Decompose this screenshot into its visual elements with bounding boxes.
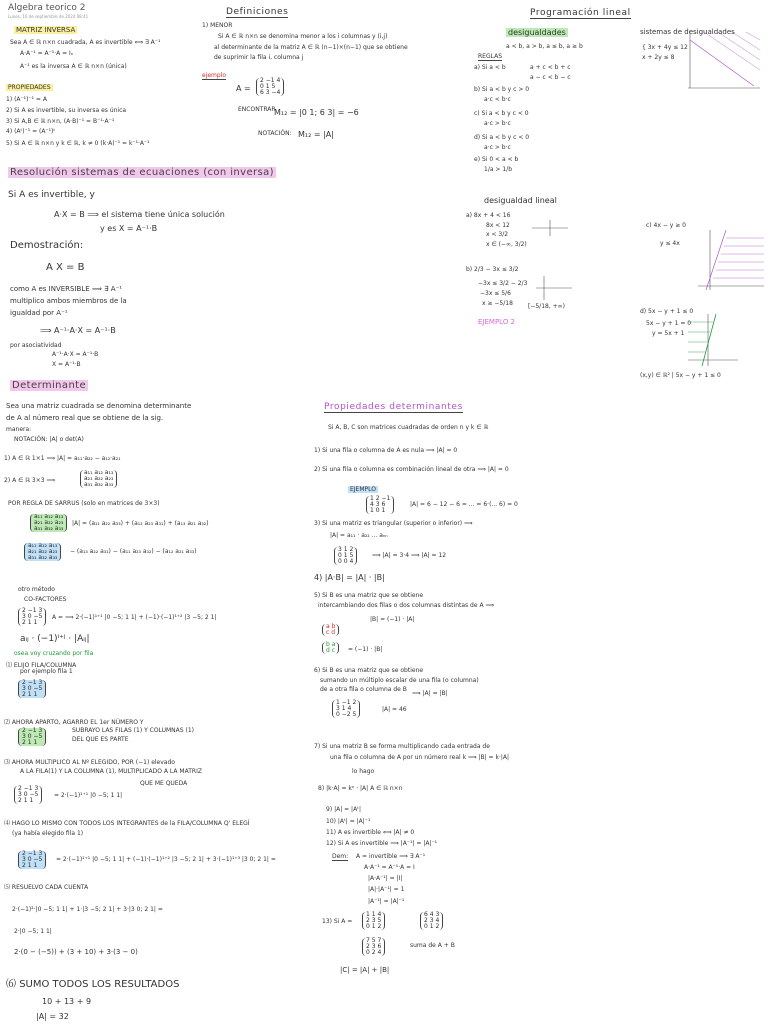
dl-a: a) 8x + 4 < 16 [466,212,511,219]
r1b: a + c < b + c [530,64,571,71]
det-t3: manera: [6,426,32,433]
step-5-eq: 2·(−1)²·|0 −5; 1 1| + 1·|3 −5; 2 1| + 3·|3 0; 2 1| = [12,906,163,913]
m12: M₁₂ = |0 1; 6 3| = −6 [274,108,359,117]
pd11: 11) A es invertible ⟺ |A| ≠ 0 [326,829,415,836]
pd3-matrix: 3 1 2 0 1 5 0 0 4 [334,547,357,565]
step-2-matrix: 2 −1 3 3 0 −5 2 1 1 [18,728,46,746]
r5: e) Si 0 < a < b [474,156,519,163]
pd5: 5) Si B es una matriz que se obtiene [314,592,424,599]
step-2c: DEL QUE ES PARTE [72,736,129,743]
dem-b: A·A⁻¹ = A⁻¹·A = I [364,864,415,871]
notacion-label: NOTACIÓN: [258,130,292,137]
ex-c: c) 4x − y ≥ 0 [646,222,686,229]
step-4: ⑷ HAGO LO MISMO CON TODOS LOS INTEGRANTES de la FILA/COLUMNA Q' ELEGÍ [4,820,250,827]
sarrus-title: POR REGLA DE SARRUS (solo en matrices de 3×3) [8,500,160,507]
step-5-eq2: 2·|0 −5; 1 1| [14,928,52,935]
step-1-text: ELIJO FILA/COLUMNA [13,662,77,669]
number-line-b [534,272,574,302]
step-3-text: AHORA MULTIPLICO AL Nº ELEGIDO, POR (−1) elevado [11,759,175,766]
pd8: 8) |k·A| = kⁿ · |A| A ∈ ℝ n×n [318,785,403,792]
pd13-matrix-a: 1 1 4 2 3 5 0 1 2 [362,912,385,930]
r4: d) Si a < b y c < 0 [474,134,530,141]
step-6-eq: 10 + 13 + 9 [42,997,92,1006]
pd13: 13) Si A = [322,918,353,925]
pd5b: intercambiando dos filas o dos columnas distintas de A ⟹ [318,602,495,609]
des-sub: a < b, a > b, a ≤ b, a ≥ b [506,43,583,50]
dem-eq: A X = B [46,262,85,273]
pd13-matrix-b: 6 4 3 2 3 4 0 1 2 [420,912,443,930]
step-5-eq3: 2·(0 − (−5)) + (3 + 10) + 3·(3 − 0) [14,948,138,956]
ex-d: d) 5x − y + 1 ≤ 0 [640,308,694,315]
heading-sistemas: sistemas de desigualdades [640,28,735,36]
step-3-matrix: 2 −1 3 3 0 −5 2 1 1 [14,786,42,804]
step-3c: QUE ME QUEDA [140,780,188,787]
dl-a2: 8x < 12 [486,222,510,229]
r4b: a·c > b·c [484,144,511,151]
pd7b: una fila o columna de A por un número real k ⟹ |B| = k·|A| [330,754,510,761]
step-2: ⑵ AHORA APARTO, AGARRO EL 1er NÚMERO Y [4,719,144,726]
sis-2: x + 2y ≤ 8 [642,54,675,61]
number-line-a [530,214,570,238]
sarrus-eq: |A| = (a₁₁ a₂₂ a₃₃) + (a₁₂ a₂₃ a₃₁) + (a₁₃ a₂₁ a₃₂) [72,520,209,527]
ej-matrix: 2 −1 4 0 1 5 6 3 −4 [256,78,284,96]
menor-t2: al determinante de la matriz A ∈ ℝ (n−1)×(n−1) que se obtiene [214,44,408,51]
step-3: ⑶ AHORA MULTIPLICO AL Nº ELEGIDO, POR (−1) elevado [4,759,175,766]
step-2-text: AHORA APARTO, AGARRO EL 1er NÚMERO Y [11,719,144,726]
dem-eq2: ⟹ A⁻¹·A·X = A⁻¹·B [40,326,116,335]
pd12: 12) Si A es invertible ⟹ |A⁻¹| = |A|⁻¹ [326,840,438,847]
det2-matrix: a₁₁ a₁₂ a₁₃ a₂₁ a₂₂ a₂₃ a₃₁ a₃₂ a₃₃ [80,470,117,488]
pd0: Si A, B, C son matrices cuadradas de orden n y k ∈ ℝ [328,424,489,431]
prop-4: 4) (Aᵗ)⁻¹ = (A⁻¹)ᵗ [6,128,56,135]
page-header [0,0,768,22]
r1: a) Si a < b [474,64,506,71]
ex-c2: y ≤ 4x [660,240,680,247]
pd5-eq2: = (−1) · |B| [348,646,383,653]
pd9: 9) |A| = |Aᵗ| [326,806,361,813]
step-4-text: HAGO LO MISMO CON TODOS LOS INTEGRANTES de la FILA/COLUMNA Q' ELEGÍ [11,820,250,827]
pd6-matrix: 1 −1 2 3 1 4 0 −2 5 [332,700,360,718]
step-3b: A LA FILA(1) Y LA COLUMNA (1), MULTIPLICADO A LA MATRIZ [20,768,202,775]
m12b: M₁₂ = |A| [298,130,334,139]
step-5-text: RESUELVO CADA CUENTA [11,884,89,891]
inv-note: A⁻¹ es la inversa A ∈ ℝ n×n (única) [20,63,127,70]
pd3: 3) Si una matriz es triangular (superior o inferior) ⟹ [314,520,473,527]
sarrus-eq2: − (a₁₃ a₂₂ a₃₁) − (a₁₁ a₂₃ a₃₂) − (a₁₂ a₂₁ a₃₃) [70,548,197,555]
pd2-eq: |A| = 6 − 12 − 6 = ... = 6·(... 6) = 0 [410,501,518,508]
pd6-eq2: |A| = 46 [382,706,407,713]
r3: c) Si a < b y c < 0 [474,110,529,117]
cofactores: CO-FACTORES [24,596,67,603]
menor-t1: Si A ∈ ℝ n×n se denomina menor a los i columnas y (i,j) [218,33,388,40]
pd6: 6) Si B es una matriz que se obtiene [314,667,424,674]
heading-definiciones: Definiciones [226,7,289,17]
det-t1: Sea una matriz cuadrada se denomina determinante [6,402,192,410]
dem-c: |A·A⁻¹| = |I| [368,875,403,882]
heading-propiedades: PROPIEDADES [8,84,51,91]
menor-t3: de suprimir la fila i, columna j [214,54,304,61]
heading-programacion: Programación lineal [530,8,631,18]
dem-t3: igualdad por A⁻¹ [10,309,68,317]
step-6: ⑹ SUMO TODOS LOS RESULTADOS [6,979,180,990]
sistemas-graph [684,30,762,90]
pd5-matrix-b: b a d c [322,642,339,654]
dl-b5: [−5/18, +∞) [528,303,566,310]
dem-label: Dem: [332,853,349,860]
ejemplo-2: EJEMPLO 2 [478,318,516,326]
page-title: Algebra teorico 2 [8,3,86,13]
otro-metodo: otro método [18,586,55,593]
r1c: a − c < b − c [530,74,571,81]
heading-determinante: Determinante [12,380,87,391]
heading-matriz-inversa: MATRIZ INVERSA [16,26,76,34]
step-1: ⑴ ELIJO FILA/COLUMNA [6,662,77,669]
ex-d3: y = 5x + 1 [652,330,685,337]
pd13b: suma de A + B [410,942,455,949]
pd5-eq: |B| = (−1) · |A| [370,616,415,623]
pd6c: de a otra fila o columna de B [320,686,407,693]
pd5-matrix-a: a b c d [322,624,339,636]
pd2-ejemplo: EJEMPLO [350,486,376,493]
step-4-matrix: 2 −1 3 3 0 −5 2 1 1 [18,851,46,869]
final-result: |A| = 32 [36,1012,69,1021]
dem-d: |A|·|A⁻¹| = 1 [368,886,405,893]
r2b: a·c < b·c [484,96,511,103]
r2: b) Si a < b y c > 0 [474,86,530,93]
heading-demostracion: Demostración: [10,240,84,251]
det-notacion: NOTACIÓN: |A| o det(A) [14,436,84,443]
det-1: 1) A ∈ ℝ 1×1 ⟹ |A| = a₁₁·a₂₂ − a₁₂·a₂₁ [4,455,121,462]
det-2: 2) A ∈ ℝ 3×3 ⟹ [4,477,56,484]
prop-3: 3) Si A,B ∈ ℝ n×n, (A·B)⁻¹ = B⁻¹·A⁻¹ [6,118,115,125]
dl-b: b) 2/3 − 3x ≤ 3/2 [466,266,519,273]
sis-1: { 3x + 4y ≤ 12 [642,44,688,51]
inv-def: Sea A ∈ ℝ n×n cuadrada, A es invertible ⟺ ∃ A⁻¹ [10,39,161,46]
step-1b: por ejemplo fila 1 [20,668,73,675]
inv-eq: A·A⁻¹ = A⁻¹·A = Iₙ [20,50,74,57]
ejemplo-label: ejemplo [202,72,227,79]
pd2: 2) Si una fila o columna es combinación lineal de otra ⟹ |A| = 0 [314,466,509,473]
pd7: 7) Si una matriz B se forma multiplicando cada entrada de [314,743,490,750]
heading-prop-det: Propiedades determinantes [324,402,463,412]
step-2b: SUBRAYO LAS FILAS (1) Y COLUMNAS (1) [72,727,194,734]
resol-si-a: Si A es invertible, y [8,190,95,200]
reglas: REGLAS [478,53,503,60]
ej-a: A = [236,84,251,93]
pd4: 4) |A·B| = |A| · |B| [314,573,385,582]
step-5: ⑸ RESUELVO CADA CUENTA [4,884,89,891]
sarrus-matrix: a₁₁ a₁₂ a₁₃ a₂₁ a₂₂ a₂₃ a₃₁ a₃₂ a₃₃ [30,514,67,532]
dem-t2: multiplico ambos miembros de la [10,297,127,305]
def-menor: 1) MENOR [202,22,233,29]
heading-resolucion: Resolución sistemas de ecuaciones (con inversa) [10,167,274,178]
page-timestamp: Lunes, 10 de septiembre de 2024 08:41 [8,14,89,19]
pd3-eq: |A| = a₁₁ · a₂₂ ... aₙₙ [330,532,388,539]
graph-c [696,228,766,292]
heading-desigualdades: desigualdades [508,28,566,37]
pd10: 10) |Aᵗ| = |A|⁻¹ [326,818,371,825]
dl-b3: −3x ≤ 5/6 [480,290,511,297]
pd13-matrix-c: 7 5 7 2 3 6 0 2 4 [362,938,385,956]
prop-2: 2) Si A es invertible, su inversa es única [6,107,127,114]
dl-b2: −3x ≤ 3/2 − 2/3 [478,280,528,287]
cof-aij: aᵢⱼ · (−1)ⁱ⁺ʲ · |Aᵢⱼ| [20,634,90,644]
resol-x: y es X = A⁻¹·B [100,224,158,233]
dem-e: |A⁻¹| = |A|⁻¹ [368,898,405,905]
pd6-eq: ⟹ |A| = |B| [412,690,448,697]
step-1-matrix: 2 −1 3 3 0 −5 2 1 1 [18,680,46,698]
r5b: 1/a > 1/b [484,166,513,173]
det-t2: de A al número real que se obtiene de la sig. [6,414,164,422]
ex-d2: 5x − y + 1 = 0 [646,320,692,327]
ex-d4: (x,y) ∈ ℝ² | 5x − y + 1 ≤ 0 [640,372,721,379]
dl-a3: x < 3/2 [486,231,509,238]
dl-a4: x ∈ (−∞, 3/2) [486,241,527,248]
pd7-eq: lo hago [352,768,375,775]
encontrar: ENCONTRAR [238,106,276,113]
dem-a: A = invertible ⟹ ∃ A⁻¹ [356,853,426,860]
prop-1: 1) (A⁻¹)⁻¹ = A [6,96,47,103]
cof-matrix: 2 −1 3 3 0 −5 2 1 1 [18,608,46,626]
pd6b: sumando un múltiplo escalar de una fila (o columna) [320,677,479,684]
sarrus-matrix-2: a₁₁ a₁₂ a₁₃ a₂₁ a₂₂ a₂₃ a₃₁ a₃₂ a₃₃ [24,543,61,561]
dem-t1: como A es INVERSIBLE ⟹ ∃ A⁻¹ [10,285,123,293]
pd1: 1) Si una fila o columna de A es nula ⟹ |A| = 0 [314,447,458,454]
dl-b4: x ≥ −5/18 [482,300,513,307]
pd13-eq: |C| = |A| + |B| [340,966,390,974]
pd3-eq2: ⟹ |A| = 3·4 ⟹ |A| = 12 [372,552,447,559]
resol-axb: A·X = B ⟹ el sistema tiene única solución [54,210,225,219]
dem-t4: por asociatividad [10,342,62,349]
cof-eq: A = ⟹ 2·(−1)¹⁺¹ |0 −5; 1 1| + (−1)·(−1)¹⁺² |3 −5; 2 1| [52,614,217,621]
step-6-text: SUMO TODOS LOS RESULTADOS [19,979,180,990]
cof-osea: osea voy cruzando por fila [14,650,94,657]
step-3-eq: = 2·(−1)¹⁺¹ |0 −5; 1 1| [54,792,123,799]
r3b: a·c > b·c [484,120,511,127]
dem-eq3: A⁻¹·A·X = A⁻¹·B [52,351,99,358]
step-4-eq: = 2·(−1)¹⁺¹ |0 −5; 1 1| + (−1)·(−1)¹⁺² |3 −5; 2 1| + 3·(−1)¹⁺³ |3 0; 2 1| = [56,856,276,863]
dem-eq4: X = A⁻¹·B [52,361,81,368]
step-4b: (ya había elegido fila 1) [12,830,84,837]
pd2-matrix: 1 2 −1 4 3 6 1 0 1 [366,496,394,514]
graph-d [686,312,740,368]
heading-desigualdad-lineal: desigualdad lineal [484,196,557,205]
prop-5: 5) Si A ∈ ℝ n×n y k ∈ ℝ, k ≠ 0 (k·A)⁻¹ = k⁻¹·A⁻¹ [6,140,150,147]
